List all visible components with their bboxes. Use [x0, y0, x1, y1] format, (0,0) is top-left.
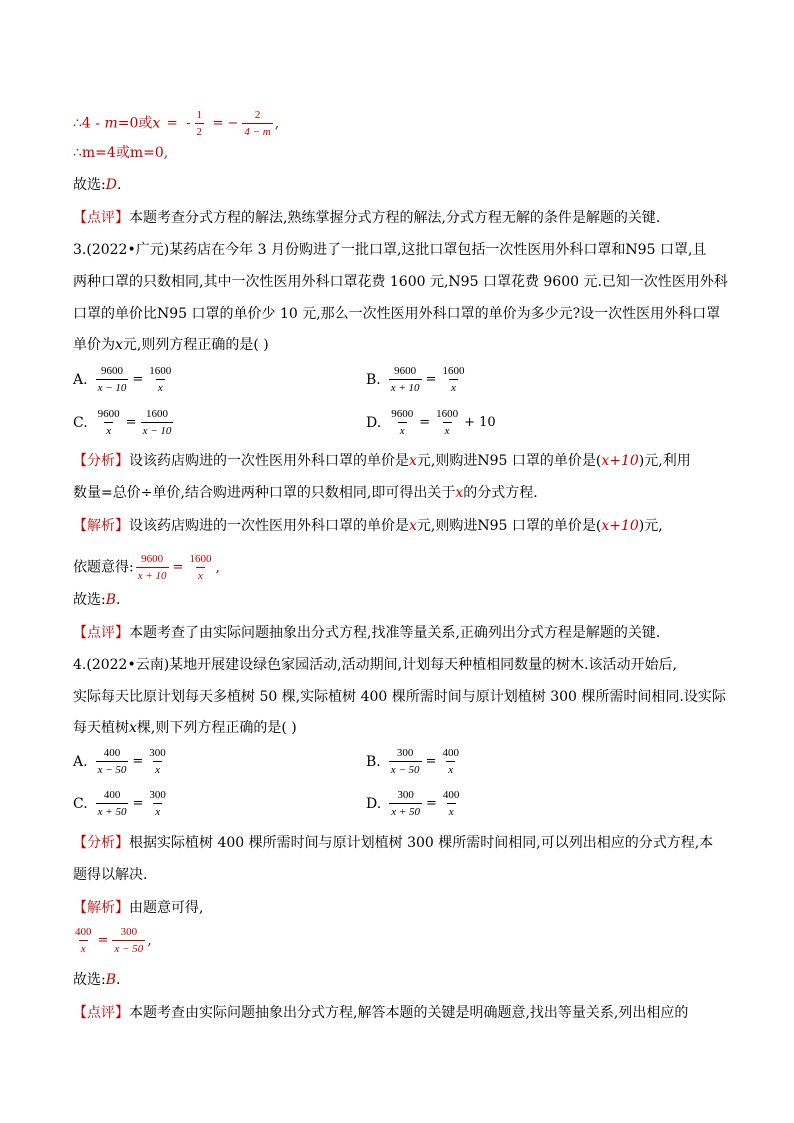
numerator: 300 [149, 789, 166, 801]
text: 的分式方程. [463, 485, 538, 501]
text: 单价为 [73, 337, 115, 353]
numerator: 400 [442, 789, 460, 801]
var-x: x [409, 518, 417, 534]
denominator: x + 10 [136, 567, 169, 583]
q3-stem-line-4 [73, 335, 269, 355]
q4-option-b[interactable] [366, 746, 463, 777]
equals: = [125, 414, 137, 430]
numerator: 1600 [189, 553, 212, 565]
q4-analysis-line-1 [73, 833, 713, 853]
numerator: 1600 [149, 365, 172, 377]
equals-minus: = − [212, 115, 239, 131]
q3-stem-line-3: 口罩的单价比N95 口罩的单价少 10 元,那么一次性医用外科口罩的单价为多少元?设一次性医用外科口罩 [73, 306, 721, 322]
q4-option-d[interactable] [366, 788, 463, 819]
text: 元,则购进N95 口罩的单价是( [416, 518, 602, 534]
numerator: 9600 [391, 408, 414, 420]
text: 元,则列方程正确的是( ) [122, 337, 269, 353]
denominator: x [449, 379, 458, 395]
minus: - [186, 115, 191, 131]
var-x: x [115, 337, 123, 353]
numerator: 1 [196, 109, 202, 121]
text: 由题意可得, [129, 900, 204, 916]
numerator: 9600 [141, 553, 164, 565]
fraction-2-4-m [242, 108, 272, 139]
denominator: x − 50 [96, 761, 129, 777]
q4-comment [73, 1003, 688, 1023]
equals: = [97, 932, 109, 948]
denominator: x [196, 567, 205, 583]
period: . [116, 592, 121, 608]
comma: , [274, 115, 280, 132]
lhs-fraction [389, 788, 422, 819]
numerator: 1600 [442, 365, 465, 377]
equals: = [426, 795, 437, 811]
plus-ten: + 10 [464, 414, 496, 430]
equals: = [172, 559, 184, 575]
q4-analysis-line-2: 题得以解决. [73, 867, 148, 883]
answer-letter: D [105, 177, 117, 193]
q4-stem-line-3 [73, 718, 297, 738]
equals: = [425, 371, 437, 387]
q3-comment [73, 623, 660, 643]
text: 设该药店购进的一次性医用外科口罩的单价是 [129, 453, 409, 469]
rhs-fraction [147, 788, 168, 819]
text: 每天植树 [73, 720, 129, 736]
comment-text: 本题考查由实际问题抽象出分式方程,解答本题的关键是明确题意,找出等量关系,列出相应的 [129, 1005, 689, 1021]
numerator: 9600 [100, 365, 123, 377]
text: 依题意得: [73, 559, 134, 576]
rhs-fraction [434, 407, 460, 438]
fraction-1-2 [195, 108, 205, 139]
lhs-fraction [96, 407, 122, 438]
denominator: x [398, 422, 407, 438]
q2-solution-line-2: ∴m=4或m=0, [73, 145, 169, 161]
expr: x+10 [601, 518, 639, 534]
denominator: x [443, 422, 452, 438]
comment-text: 本题考查分式方程的解法,熟练掌握分式方程的解法,分式方程无解的条件是解题的关键. [129, 210, 661, 226]
numerator: 300 [397, 789, 414, 801]
denominator: x − 10 [141, 422, 174, 438]
numerator: 300 [149, 747, 166, 759]
option-label: A. [73, 753, 88, 770]
answer-prefix: 故选: [73, 592, 106, 608]
lhs-fraction [96, 746, 129, 777]
q2-solution-line-1 [73, 108, 279, 139]
rhs-fraction [112, 925, 145, 956]
q4-stem-line-1: 4.(2022•云南)某地开展建设绿色家园活动,活动期间,计划每天种植相同数量的树木.该活动开始后, [73, 657, 677, 673]
q3-answer [73, 590, 120, 610]
numerator: 9600 [394, 365, 417, 377]
rhs-fraction [187, 552, 213, 583]
option-label: B. [366, 371, 381, 388]
q3-option-c[interactable] [73, 407, 175, 438]
q4-answer [73, 970, 120, 990]
period: . [116, 177, 122, 193]
equals: = [425, 753, 437, 769]
period: . [116, 972, 121, 988]
lhs-fraction [389, 407, 415, 438]
comment-tag: 【点评】 [73, 210, 129, 226]
q4-stem-line-2: 实际每天比原计划每天多植树 50 棵,实际植树 400 棵所需时间与原计划植树 300 棵所需时间相同.设实际 [73, 689, 726, 705]
option-label: A. [73, 371, 88, 388]
option-label: C. [73, 414, 88, 431]
lhs-fraction [389, 364, 422, 395]
denominator: x [156, 379, 165, 395]
equals: = [419, 414, 431, 430]
equals: = [166, 115, 178, 131]
comment-text: 本题考查了由实际问题抽象出分式方程,找准等量关系,正确列出分式方程是解题的关键. [129, 625, 661, 641]
q4-solution-equation [73, 925, 152, 956]
equals: = [132, 371, 144, 387]
solution-tag: 【解析】 [73, 900, 129, 916]
denominator: x + 10 [389, 379, 422, 395]
var-x: x [409, 453, 417, 469]
numerator: 400 [75, 926, 92, 938]
var-m: m [104, 115, 118, 132]
analysis-tag: 【分析】 [73, 835, 129, 851]
numerator: 9600 [97, 408, 120, 420]
numerator: 400 [103, 747, 121, 759]
rhs-fraction [440, 746, 461, 777]
denominator: x [446, 761, 455, 777]
rhs-fraction [141, 407, 174, 438]
comment-tag: 【点评】 [73, 1005, 129, 1021]
numerator: 400 [442, 747, 459, 759]
denominator: 2 [195, 123, 205, 139]
comment-tag: 【点评】 [73, 625, 129, 641]
option-label: D. [366, 414, 382, 431]
equals: = [132, 795, 144, 811]
denominator: x [104, 422, 113, 438]
denominator: x − 50 [389, 761, 422, 777]
analysis-tag: 【分析】 [73, 453, 129, 469]
var-x: x [152, 115, 161, 132]
q3-solution-line-1 [73, 516, 663, 536]
q3-analysis-line-1 [73, 451, 691, 471]
text: 元,则购进N95 口罩的单价是( [416, 453, 602, 469]
denominator: x − 50 [112, 940, 145, 956]
numerator: 400 [103, 789, 121, 801]
option-label: B. [366, 753, 381, 770]
answer-prefix: 故选: [73, 972, 106, 988]
numerator: 300 [120, 926, 138, 938]
rhs-fraction [147, 364, 173, 395]
lhs-fraction [96, 788, 129, 819]
answer-letter: B [105, 972, 117, 988]
denominator: x + 50 [96, 803, 129, 819]
denominator: x [153, 803, 162, 819]
q3-option-b[interactable] [366, 364, 468, 395]
q4-option-c[interactable] [73, 788, 170, 819]
lhs-fraction [73, 925, 94, 956]
text: )元,利用 [638, 453, 691, 469]
equals: = [132, 753, 144, 769]
denominator: 4 − m [242, 123, 272, 139]
answer-prefix: 故选: [73, 177, 106, 193]
option-label: C. [73, 795, 88, 812]
numerator: 1600 [145, 408, 168, 420]
q2-comment [73, 208, 660, 228]
text: 设该药店购进的一次性医用外科口罩的单价是 [129, 518, 409, 534]
numerator: 1600 [436, 408, 459, 420]
numerator: 2 [254, 109, 261, 121]
text: =0或 [117, 115, 153, 132]
q3-solution-equation [73, 552, 220, 583]
text: 根据实际植树 400 棵所需时间与原计划植树 300 棵所需时间相同,可以列出相应的分式方程,本 [129, 835, 714, 851]
lhs-fraction [136, 552, 169, 583]
comma: , [215, 559, 220, 576]
q2-answer [73, 175, 121, 195]
text: ∴4 - [73, 115, 105, 132]
denominator: x [79, 940, 88, 956]
rhs-fraction [441, 788, 462, 819]
var-x: x [129, 720, 137, 736]
denominator: x [447, 803, 456, 819]
lhs-fraction [389, 746, 422, 777]
denominator: x + 50 [389, 803, 422, 819]
q3-option-a[interactable] [73, 364, 175, 395]
text: 数量=总价÷单价,结合购进两种口罩的只数相同,即可得出关于 [73, 485, 456, 501]
option-label: D. [366, 795, 382, 812]
rhs-fraction [440, 364, 466, 395]
denominator: x [153, 761, 162, 777]
numerator: 300 [396, 747, 414, 759]
lhs-fraction [96, 364, 129, 395]
expr: x+10 [601, 453, 639, 469]
solution-tag: 【解析】 [73, 518, 129, 534]
text: )元, [638, 518, 663, 534]
q3-analysis-line-2 [73, 483, 538, 503]
q3-option-d[interactable] [366, 407, 498, 438]
var-x: x [455, 485, 464, 501]
q3-stem-line-2: 两种口罩的只数相同,其中一次性医用外科口罩花费 1600 元,N95 口罩花费 9600 元.已知一次性医用外科 [73, 274, 728, 290]
text: 棵,则下列方程正确的是( ) [136, 720, 297, 736]
answer-letter: B [105, 592, 117, 608]
comma: , [147, 932, 152, 949]
rhs-fraction [147, 746, 168, 777]
q4-option-a[interactable] [73, 746, 170, 777]
q3-stem-line-1: 3.(2022•广元)某药店在今年 3 月份购进了一批口罩,这批口罩包括一次性医用外科口罩和N95 口罩,且 [73, 242, 707, 258]
q4-solution-line-1 [73, 898, 203, 918]
denominator: x − 10 [96, 379, 129, 395]
